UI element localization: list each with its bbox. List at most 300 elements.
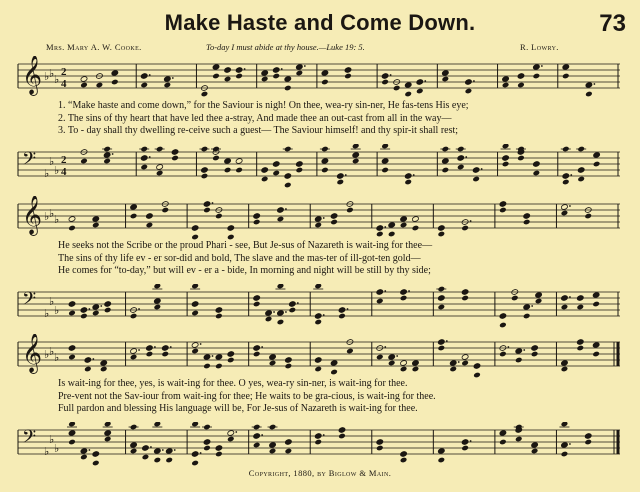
note-head (277, 207, 285, 214)
dot (384, 346, 386, 348)
note-head (502, 76, 510, 83)
note-head (531, 448, 539, 455)
note-head (400, 457, 408, 464)
note-head (191, 422, 199, 427)
note-head (269, 442, 277, 449)
note-head (272, 67, 280, 74)
note-head (531, 351, 539, 358)
flat-sign-icon: ♭ (44, 167, 50, 180)
note-head (212, 73, 220, 80)
note-head (272, 73, 280, 80)
note-head (592, 301, 600, 308)
lyric-verse-3: Full pardon and blessing His language will be, For Je-sus of Nazareth is wait-ing for thee. (58, 403, 418, 414)
dot (261, 434, 263, 436)
note-head (215, 354, 223, 361)
note-head (289, 307, 297, 314)
note-head (314, 222, 322, 229)
treble-clef-icon: 𝄞 (22, 196, 43, 235)
note-head (531, 442, 539, 449)
note-head (404, 179, 412, 186)
note-head (449, 366, 457, 373)
note-head (261, 167, 269, 174)
dot (541, 65, 543, 67)
note-head (171, 155, 179, 162)
note-head (404, 82, 412, 89)
note-head (412, 366, 420, 373)
note-head (562, 173, 570, 180)
note-head (201, 173, 209, 180)
note-head (68, 422, 76, 427)
note-head (321, 79, 329, 86)
note-head (272, 161, 280, 168)
note-head (92, 460, 100, 466)
lyrics-block-1 (58, 100, 618, 138)
note-head (314, 284, 322, 289)
note-head (227, 225, 235, 232)
note-head (376, 231, 384, 238)
note-head (511, 295, 519, 302)
note-head (100, 360, 108, 367)
note-head (215, 451, 223, 458)
note-head (592, 342, 600, 349)
note-head (561, 366, 569, 373)
note-head (577, 167, 585, 174)
treble-staff (14, 56, 624, 100)
dot (323, 217, 325, 219)
note-head (203, 201, 211, 208)
note-head (203, 354, 211, 361)
note-head (330, 219, 338, 226)
flat-sign-icon: ♭ (44, 445, 50, 458)
note-head (80, 454, 88, 461)
note-head (253, 301, 261, 308)
note-head (253, 351, 261, 358)
note-head (585, 82, 593, 89)
time-signature-denominator: 4 (61, 78, 67, 90)
note-head (227, 436, 235, 443)
note-head (191, 301, 199, 308)
note-head (338, 313, 346, 320)
note-head (235, 158, 243, 165)
dot (92, 358, 94, 360)
note-head (191, 225, 199, 232)
dot (470, 220, 472, 222)
treble-clef-icon: 𝄞 (22, 56, 43, 95)
note-head (499, 207, 507, 214)
note-head (314, 433, 322, 440)
dot (174, 449, 176, 451)
note-head (201, 167, 209, 174)
note-head (577, 176, 585, 183)
note-head (561, 304, 569, 311)
note-head (285, 448, 293, 455)
note-head (442, 158, 450, 165)
note-head (191, 342, 199, 349)
note-head (562, 179, 570, 186)
flat-sign-icon: ♭ (54, 73, 60, 86)
note-head (561, 451, 569, 458)
note-head (285, 357, 293, 364)
note-head (227, 351, 235, 358)
note-head (499, 430, 507, 437)
lyric-verse-1: Is wait-ing for thee, yes, is wait-ing for thee. O yes, wea-ry sin-ner, is wait-ing for thee. (58, 378, 408, 389)
dot (162, 449, 164, 451)
note-head (191, 460, 199, 466)
dot (170, 346, 172, 348)
note-head (344, 73, 352, 80)
dot (413, 174, 415, 176)
note-head (68, 430, 76, 437)
note-head (142, 445, 150, 452)
note-head (165, 448, 173, 455)
dot (473, 80, 475, 82)
note-head (203, 439, 211, 446)
note-head (314, 313, 322, 320)
note-head (80, 307, 88, 314)
dot (200, 452, 202, 454)
note-head (191, 284, 199, 289)
note-head (156, 164, 164, 171)
note-head (142, 454, 150, 461)
dot (100, 305, 102, 307)
note-head (111, 79, 119, 86)
bass-staff (14, 144, 624, 188)
dot (390, 74, 392, 76)
note-head (338, 307, 346, 314)
note-head (261, 176, 269, 183)
note-head (352, 144, 360, 149)
note-head (227, 357, 235, 364)
note-head (235, 73, 243, 80)
note-head (321, 167, 329, 174)
note-head (277, 284, 285, 289)
note-head (68, 345, 76, 352)
dot (424, 80, 426, 82)
note-head (130, 204, 138, 211)
note-head (92, 304, 100, 311)
note-head (171, 149, 179, 156)
note-head (253, 219, 261, 226)
dot (384, 290, 386, 292)
note-head (265, 310, 273, 317)
note-head (164, 76, 172, 83)
flat-sign-icon: ♭ (54, 351, 60, 364)
composer-credit: R. Lowry. (520, 42, 559, 52)
dot (304, 65, 306, 67)
dot (172, 77, 174, 79)
note-head (104, 307, 112, 314)
dot (297, 302, 299, 304)
note-head (265, 316, 273, 323)
dot (507, 346, 509, 348)
note-head (337, 173, 345, 180)
note-head (330, 369, 338, 376)
dot (235, 431, 237, 433)
note-head (253, 295, 261, 302)
note-head (438, 225, 446, 232)
note-head (285, 363, 293, 370)
note-head (461, 360, 469, 367)
lyrics-block-3 (58, 378, 618, 416)
note-head (212, 64, 220, 71)
note-head (161, 351, 169, 358)
note-head (68, 301, 76, 308)
dot (244, 68, 246, 70)
note-head (140, 155, 148, 162)
hymn-number: 73 (599, 10, 626, 37)
note-head (84, 357, 92, 364)
note-head (253, 345, 261, 352)
note-head (224, 67, 232, 74)
note-head (400, 295, 408, 302)
note-head (164, 82, 172, 89)
dot (285, 311, 287, 313)
note-head (461, 354, 469, 361)
note-head (592, 351, 600, 358)
note-head (561, 204, 569, 211)
note-head (561, 210, 569, 217)
note-head (352, 158, 360, 165)
note-head (100, 366, 108, 373)
note-head (416, 79, 424, 86)
note-head (438, 295, 446, 302)
note-head (388, 222, 396, 229)
flat-sign-icon: ♭ (49, 295, 55, 308)
note-head (533, 64, 541, 71)
note-head (104, 430, 112, 437)
dot (138, 308, 140, 310)
note-head (284, 85, 292, 92)
note-head (499, 322, 507, 328)
dot (531, 305, 533, 307)
note-head (438, 448, 446, 455)
note-head (80, 76, 88, 83)
note-head (296, 70, 304, 77)
dot (88, 449, 90, 451)
note-head (203, 363, 211, 370)
note-head (261, 70, 269, 77)
dot (273, 311, 275, 313)
dot (465, 156, 467, 158)
note-head (314, 319, 322, 326)
note-head (253, 213, 261, 220)
lyrics-block-2 (58, 240, 618, 278)
note-head (224, 76, 232, 83)
note-head (499, 313, 507, 320)
time-signature-numerator: 2 (61, 66, 67, 78)
note-head (533, 73, 541, 80)
note-head (96, 82, 104, 89)
note-head (68, 354, 76, 361)
copyright-notice: Copyright, 1880, by Biglow & Main. (248, 468, 392, 478)
note-head (593, 161, 601, 168)
note-head (461, 289, 469, 296)
note-head (296, 64, 304, 71)
note-head (321, 70, 329, 77)
note-head (593, 152, 601, 159)
note-head (314, 357, 322, 364)
note-head (412, 360, 420, 367)
note-head (261, 76, 269, 83)
note-head (517, 155, 525, 162)
dot (523, 349, 525, 351)
note-head (562, 64, 570, 71)
flat-sign-icon: ♭ (54, 164, 60, 177)
note-head (154, 448, 162, 455)
note-head (535, 298, 543, 305)
note-head (84, 366, 92, 373)
note-head (285, 439, 293, 446)
note-head (224, 158, 232, 165)
music-system-3 (14, 330, 624, 468)
note-head (215, 307, 223, 314)
dot (470, 440, 472, 442)
dot (384, 226, 386, 228)
note-head (269, 448, 277, 455)
bass-staff (14, 284, 624, 328)
note-head (154, 304, 162, 311)
note-head (227, 430, 235, 437)
note-head (393, 85, 401, 92)
dot (149, 74, 151, 76)
note-head (80, 158, 88, 165)
dot (323, 314, 325, 316)
lyric-verse-2: 2. The sins of thy heart that have led thee a-stray, And made thee an out-cast from all in the way— (58, 112, 452, 124)
note-head (104, 422, 112, 427)
note-head (191, 348, 199, 355)
flat-sign-icon: ♭ (44, 348, 50, 361)
note-head (502, 161, 510, 168)
note-head (376, 225, 384, 232)
note-head (284, 173, 292, 180)
note-head (376, 354, 384, 361)
flat-sign-icon: ♭ (49, 67, 55, 80)
dot (458, 361, 460, 363)
note-head (531, 345, 539, 352)
note-head (449, 360, 457, 367)
note-head (381, 73, 389, 80)
note-head (68, 216, 76, 223)
note-head (376, 439, 384, 446)
note-head (523, 304, 531, 311)
note-head (330, 360, 338, 367)
note-head (156, 170, 164, 177)
note-head (400, 360, 408, 367)
dot (446, 340, 448, 342)
note-head (585, 91, 593, 98)
note-head (517, 73, 525, 80)
note-head (253, 442, 261, 449)
note-head (103, 158, 111, 165)
dot (212, 202, 214, 204)
dot (212, 355, 214, 357)
treble-staff (14, 334, 624, 378)
note-head (68, 310, 76, 317)
note-head (400, 289, 408, 296)
note-head (130, 442, 138, 449)
note-head (561, 422, 569, 427)
note-head (165, 457, 173, 464)
note-head (161, 207, 169, 214)
note-head (140, 164, 148, 171)
flat-sign-icon: ♭ (49, 155, 55, 168)
note-head (68, 225, 76, 232)
note-head (438, 339, 446, 346)
note-head (381, 79, 389, 86)
note-head (472, 167, 480, 174)
note-head (473, 363, 481, 370)
note-head (376, 445, 384, 452)
note-head (502, 155, 510, 162)
note-head (352, 152, 360, 159)
hymn-title: Make Haste and Come Down. (164, 10, 476, 35)
note-head (338, 427, 346, 434)
note-head (130, 354, 138, 361)
note-head (92, 222, 100, 229)
dot (149, 156, 151, 158)
note-head (296, 161, 304, 168)
note-head (577, 339, 585, 346)
note-head (515, 348, 523, 355)
note-head (388, 360, 396, 367)
note-head (92, 451, 100, 458)
note-head (517, 82, 525, 89)
note-head (461, 225, 469, 232)
flat-sign-icon: ♭ (44, 307, 50, 320)
note-head (381, 167, 389, 174)
note-head (191, 451, 199, 458)
note-head (461, 439, 469, 446)
author-credit: Mrs. Mary A. W. Cooke. (46, 42, 142, 52)
note-head (416, 88, 424, 95)
note-head (269, 360, 277, 367)
note-head (502, 82, 510, 89)
note-head (442, 167, 450, 174)
lyric-verse-3: 3. To - day shall thy dwelling re-ceive such a guest— The Saviour himself! and thy spir-it shall rest; (58, 125, 459, 136)
note-head (212, 155, 220, 162)
flat-sign-icon: ♭ (49, 207, 55, 220)
dot (569, 296, 571, 298)
note-head (284, 76, 292, 83)
note-head (146, 222, 154, 229)
note-head (130, 313, 138, 320)
note-head (146, 351, 154, 358)
note-head (533, 161, 541, 168)
note-head (92, 310, 100, 317)
treble-staff (14, 196, 624, 240)
note-head (523, 213, 531, 220)
flat-sign-icon: ♭ (44, 210, 50, 223)
note-head (577, 304, 585, 311)
note-head (400, 222, 408, 229)
note-head (272, 170, 280, 177)
note-head (457, 164, 465, 171)
note-head (584, 213, 592, 220)
note-head (592, 292, 600, 299)
flat-sign-icon: ♭ (44, 70, 50, 83)
note-head (130, 448, 138, 455)
note-head (321, 158, 329, 165)
dot (138, 349, 140, 351)
flat-sign-icon: ♭ (49, 345, 55, 358)
note-head (412, 225, 420, 232)
flat-sign-icon: ♭ (54, 442, 60, 455)
note-head (338, 433, 346, 440)
note-head (376, 289, 384, 296)
note-head (461, 295, 469, 302)
treble-clef-icon: 𝄞 (22, 334, 43, 373)
lyric-verse-1: 1. “Make haste and come down,” for the Saviour is nigh! On thee, wea-ry sin-ner, He fas-tens His eye; (58, 100, 469, 111)
